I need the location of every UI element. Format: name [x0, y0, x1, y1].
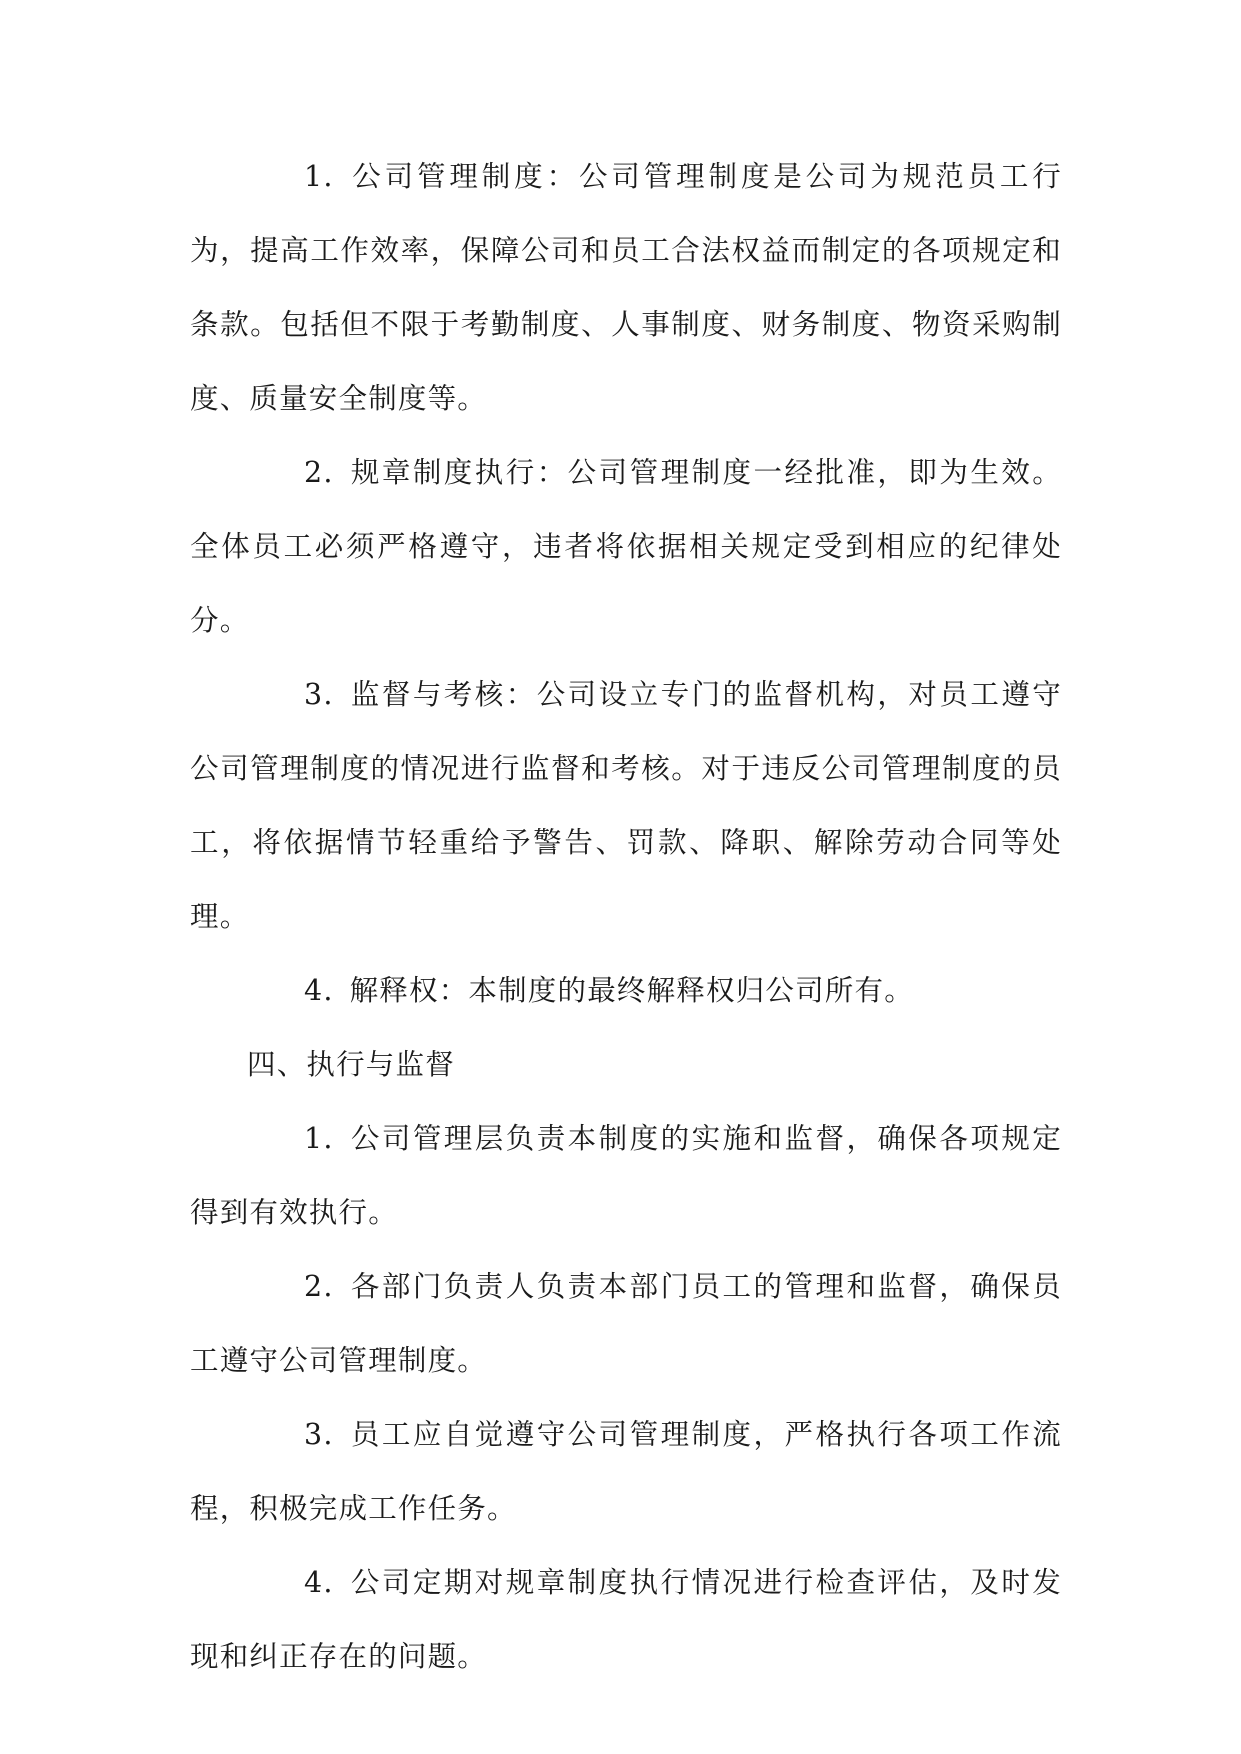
list-item — [190, 1102, 1062, 1250]
item-text: 解释权：本制度的最终解释权归公司所有。 — [349, 974, 914, 1007]
item-text: 规章制度执行：公司管理制度一经批准，即为生效。全体员工必须严格遵守，违者将依据相关规定受到相应的纪律处分。 — [190, 456, 1062, 637]
list-item — [190, 954, 1062, 1028]
item-number: 1. — [304, 1122, 334, 1155]
item-number: 3. — [304, 1418, 334, 1451]
item-text: 公司管理层负责本制度的实施和监督，确保各项规定得到有效执行。 — [190, 1122, 1062, 1229]
item-number: 4. — [304, 1566, 334, 1599]
section-heading: 四、执行与监督 — [247, 1048, 455, 1081]
item-number: 1. — [304, 160, 334, 193]
item-text: 公司定期对规章制度执行情况进行检查评估，及时发现和纠正存在的问题。 — [190, 1566, 1062, 1673]
document-body — [190, 140, 1062, 1694]
item-number: 2. — [304, 456, 334, 489]
item-text: 公司管理制度：公司管理制度是公司为规范员工行为，提高工作效率，保障公司和员工合法权益而制定的各项规定和条款。包括但不限于考勤制度、人事制度、财务制度、物资采购制度、质量安全制度等。 — [190, 160, 1062, 415]
item-text: 员工应自觉遵守公司管理制度，严格执行各项工作流程，积极完成工作任务。 — [190, 1418, 1062, 1525]
list-item — [190, 140, 1062, 436]
item-number: 4. — [304, 974, 334, 1007]
list-item — [190, 1250, 1062, 1398]
list-item — [190, 658, 1062, 954]
list-item — [190, 1546, 1062, 1694]
item-text: 监督与考核：公司设立专门的监督机构，对员工遵守公司管理制度的情况进行监督和考核。对于违反公司管理制度的员工，将依据情节轻重给予警告、罚款、降职、解除劳动合同等处理。 — [190, 678, 1062, 933]
item-number: 3. — [304, 678, 334, 711]
item-number: 2. — [304, 1270, 334, 1303]
list-item — [190, 1398, 1062, 1546]
item-text: 各部门负责人负责本部门员工的管理和监督，确保员工遵守公司管理制度。 — [190, 1270, 1062, 1377]
list-item — [190, 436, 1062, 658]
